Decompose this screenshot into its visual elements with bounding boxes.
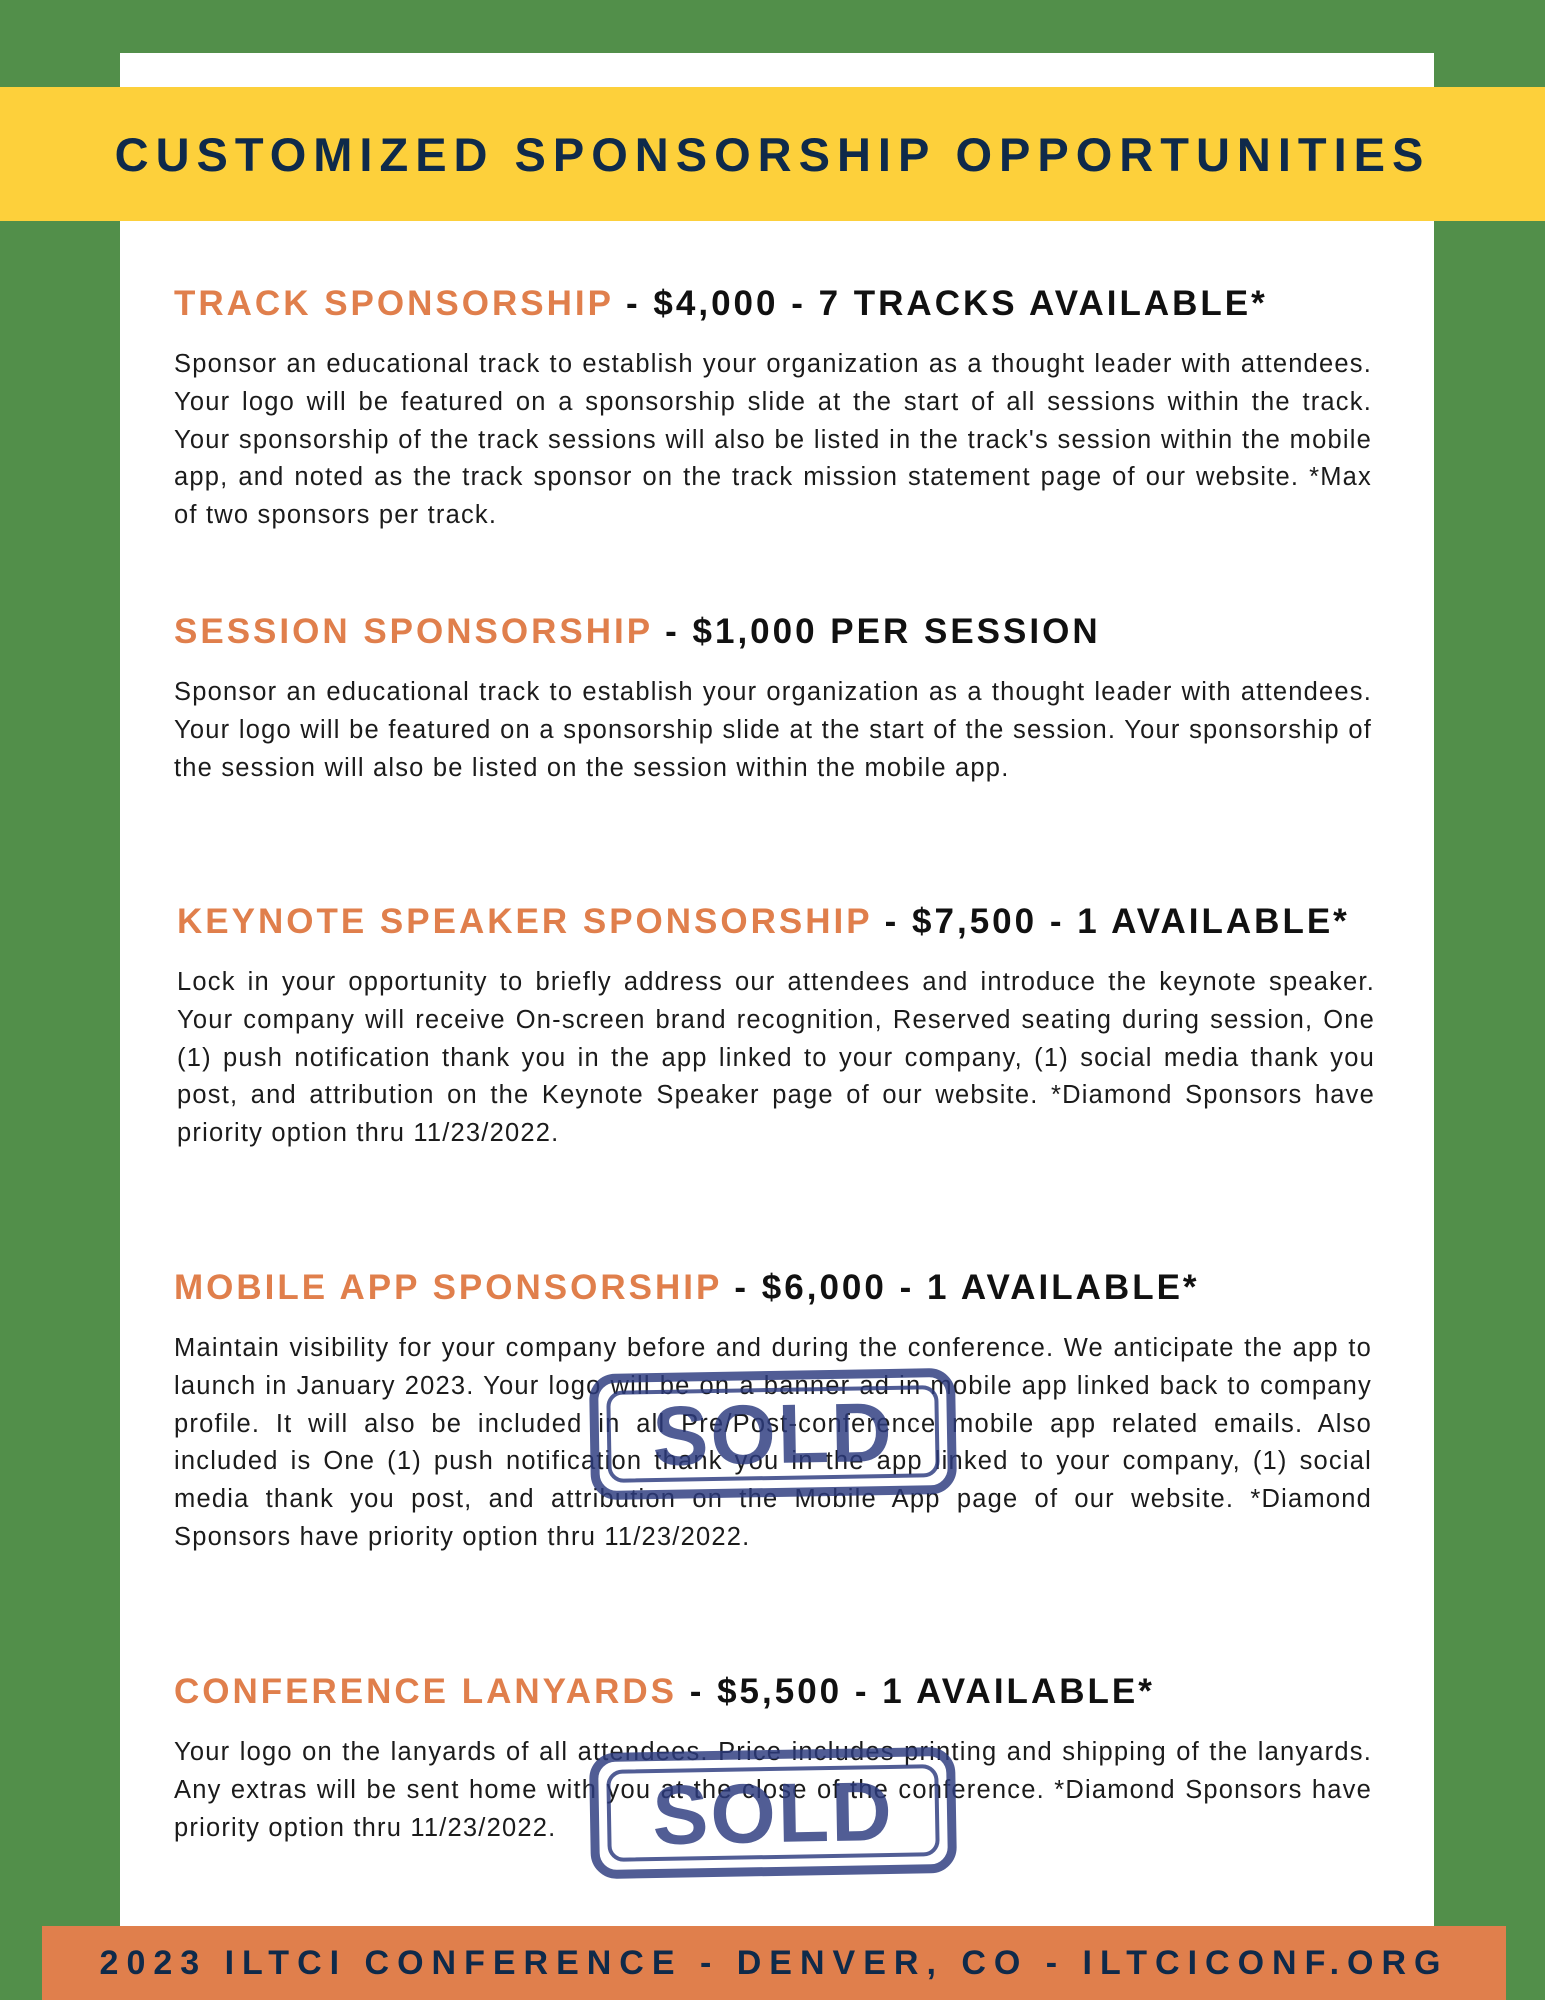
section-label: MOBILE APP SPONSORSHIP xyxy=(174,1268,722,1307)
section-label: SESSION SPONSORSHIP xyxy=(174,612,653,651)
title-banner xyxy=(0,87,1545,221)
section-body: Maintain visibility for your company before and during the conference. We anticipate the app to launch in January 2023. Your logo will be on a banner ad in mobile app linked back to company profile. It will also be included in all Pre/Post-conference mobile app related emails. Also included is One (1) push notification thank you in the app linked to your company, (1) social media thank you post, and attribution on the Mobile App page of our website. *Diamond Sponsors have priority option thru 11/23/2022. xyxy=(174,1334,1372,1551)
section-price: - $5,500 - 1 AVAILABLE* xyxy=(676,1672,1155,1711)
section-heading xyxy=(174,1672,1372,1712)
sold-stamp: SOLD xyxy=(589,1368,957,1500)
section-label: CONFERENCE LANYARDS xyxy=(174,1672,677,1711)
section-body: Your logo on the lanyards of all attendees. Price includes printing and shipping of the lanyards. Any extras will be sent home with you at the close of the conference. *Diamond Sponsors have priority option thru 11/23/2022. xyxy=(174,1738,1372,1842)
keynote-speaker-sponsorship-section xyxy=(177,902,1375,1153)
sold-stamp: SOLD xyxy=(589,1747,957,1879)
section-body: Lock in your opportunity to briefly address our attendees and introduce the keynote speaker. Your company will receive On-screen brand recognition, Reserved seating during session, One (1) push notification thank you in the app linked to your company, (1) social media thank you post, and attribution on the Keynote Speaker page of our website. *Diamond Sponsors have priority option thru 11/23/2022. xyxy=(177,968,1375,1148)
section-body: Sponsor an educational track to establish your organization as a thought leader with attendees. Your logo will be featured on a sponsorship slide at the start of the session. Your sponsorship of the session will also be listed on the session within the mobile app. xyxy=(174,678,1372,782)
footer-bar xyxy=(42,1926,1506,2000)
section-heading xyxy=(177,902,1375,942)
section-label: TRACK SPONSORSHIP xyxy=(174,284,614,323)
section-price: - $1,000 PER SESSION xyxy=(652,612,1101,651)
section-body: Sponsor an educational track to establish your organization as a thought leader with attendees. Your logo will be featured on a sponsorship slide at the start of all sessions within the track. Your sponsorship of the track sessions will also be listed in the track's session within the mobile app, and noted as the track sponsor on the track mission statement page of our website. *Max of two sponsors per track. xyxy=(174,350,1372,530)
section-label: KEYNOTE SPEAKER SPONSORSHIP xyxy=(177,902,872,941)
section-heading xyxy=(174,1268,1372,1308)
footer-text: 2023 ILTCI CONFERENCE - DENVER, CO - ILTCICONF.ORG xyxy=(99,1943,1449,1982)
section-heading xyxy=(174,612,1372,652)
page-title: CUSTOMIZED SPONSORSHIP OPPORTUNITIES xyxy=(114,127,1431,181)
section-price: - $4,000 - 7 TRACKS AVAILABLE* xyxy=(613,284,1268,323)
section-heading xyxy=(174,284,1372,324)
track-sponsorship-section xyxy=(174,284,1372,535)
section-price: - $6,000 - 1 AVAILABLE* xyxy=(721,1268,1200,1307)
session-sponsorship-section xyxy=(174,612,1372,787)
section-price: - $7,500 - 1 AVAILABLE* xyxy=(871,902,1350,941)
